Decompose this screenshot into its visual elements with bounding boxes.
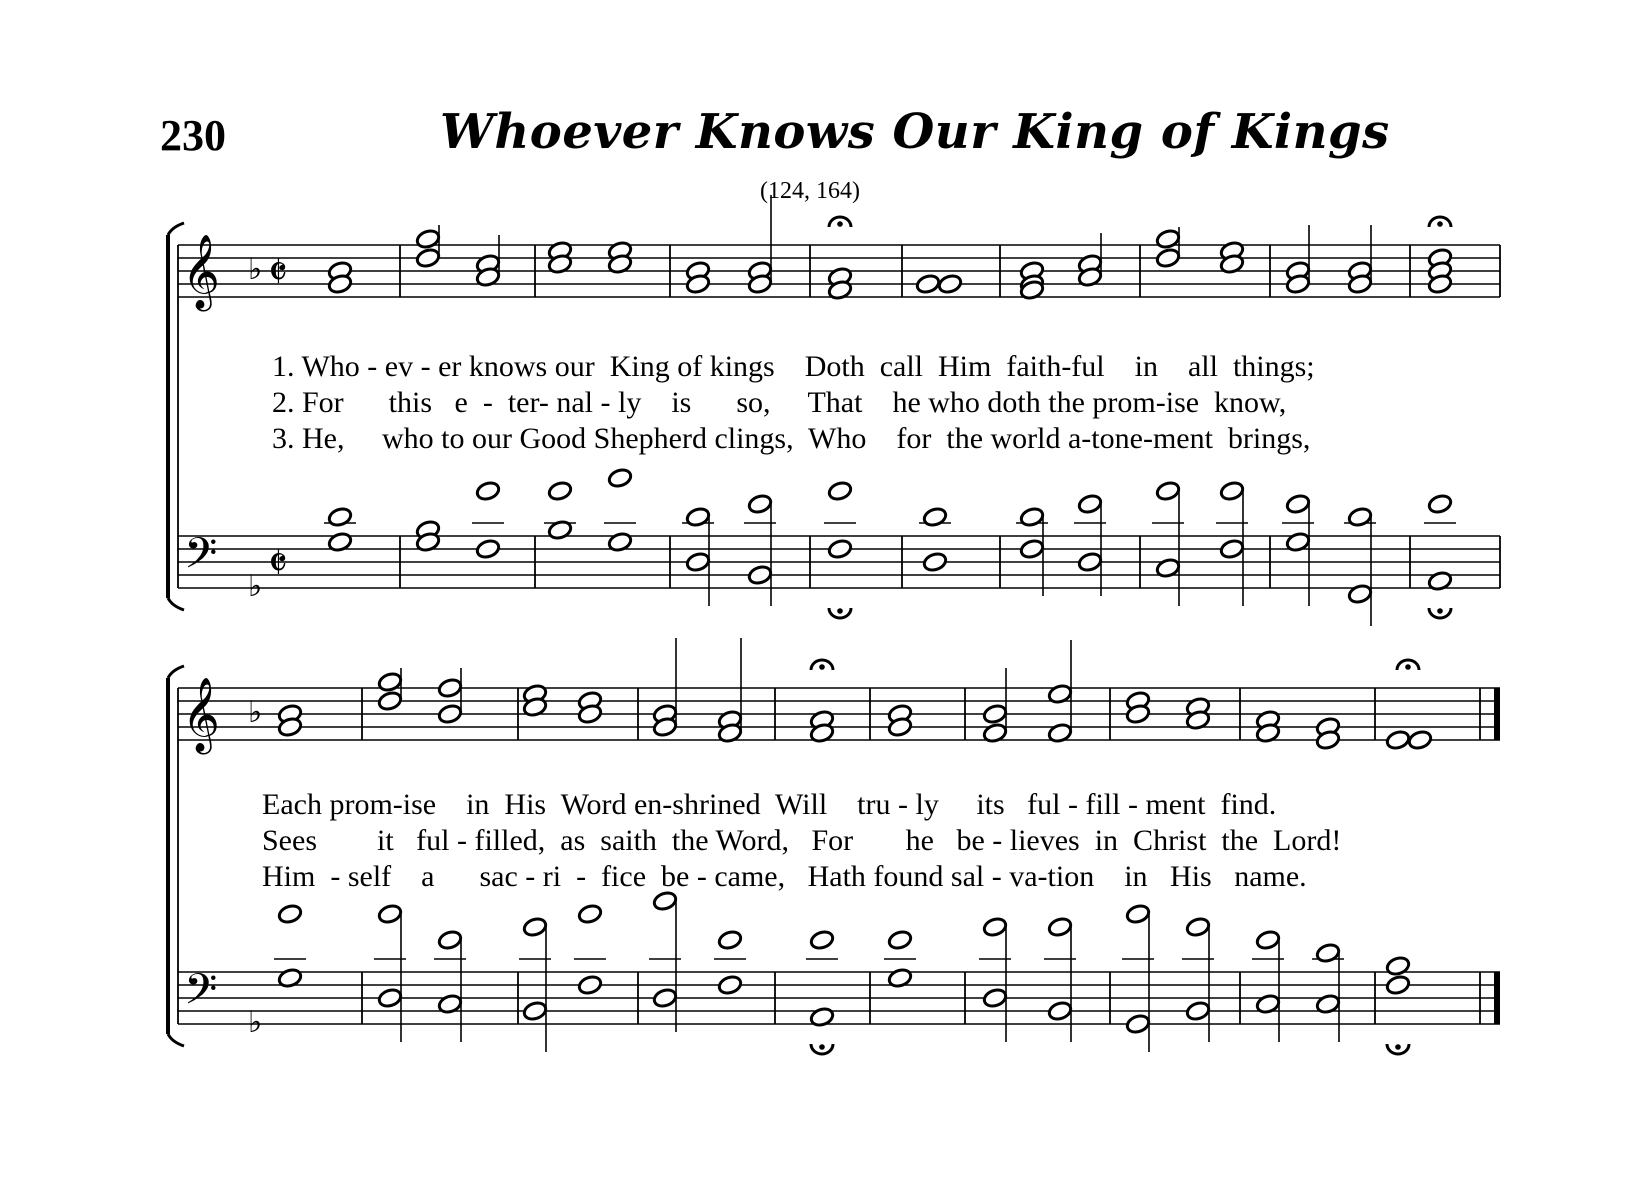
notehead: [1047, 1000, 1073, 1022]
notehead: [547, 480, 573, 502]
notehead: [717, 929, 743, 951]
notehead: [1155, 480, 1181, 502]
notehead: [827, 480, 853, 502]
fermata-dot: [819, 664, 825, 670]
key-flat: ♭: [248, 695, 263, 730]
notehead: [1125, 1013, 1151, 1035]
notehead: [475, 538, 501, 560]
notehead: [1255, 929, 1281, 951]
notehead: [922, 506, 948, 528]
notehead: [437, 929, 463, 951]
notehead: [437, 677, 463, 699]
notehead: [1125, 903, 1151, 925]
notehead: [1185, 1000, 1211, 1022]
bass-clef: 𝄢: [184, 529, 218, 589]
notehead: [1347, 583, 1373, 605]
notehead: [1077, 493, 1103, 515]
notehead: [1019, 538, 1045, 560]
notehead: [1315, 942, 1341, 964]
notehead: [522, 1000, 548, 1022]
notehead: [1155, 247, 1181, 269]
notehead: [1285, 493, 1311, 515]
fermata-dot: [1405, 664, 1411, 670]
time-signature: 𝄵: [268, 538, 288, 589]
notehead: [982, 987, 1008, 1009]
notehead: [1347, 506, 1373, 528]
notehead: [982, 916, 1008, 938]
key-flat: ♭: [248, 569, 263, 604]
hymn-title: Whoever Knows Our King of Kings: [440, 104, 1390, 160]
bracket-bottom-curl: [168, 1034, 184, 1046]
bracket-top-curl: [168, 666, 184, 678]
notehead: [809, 929, 835, 951]
notehead: [277, 903, 303, 925]
notehead: [1407, 729, 1433, 751]
notehead: [1427, 493, 1453, 515]
notehead: [1185, 916, 1211, 938]
fermata-dot: [1437, 608, 1443, 614]
notehead: [1219, 538, 1245, 560]
notehead: [1019, 506, 1045, 528]
notehead: [437, 703, 463, 725]
notehead: [1219, 480, 1245, 502]
key-flat: ♭: [248, 1005, 263, 1040]
lyric-verse-3-line-2: Him - self a sac - ri - fice be - came, Hath found sal - va-tion in His name.: [262, 860, 1307, 893]
treble-clef: 𝄞: [182, 678, 220, 752]
notehead: [415, 228, 441, 250]
notehead: [577, 903, 603, 925]
notehead: [915, 273, 941, 295]
notehead: [685, 551, 711, 573]
notehead: [652, 890, 678, 912]
key-flat: ♭: [248, 252, 263, 287]
fermata-dot: [837, 221, 843, 227]
notehead: [377, 690, 403, 712]
notehead: [685, 506, 711, 528]
notehead: [1077, 551, 1103, 573]
time-signature: 𝄵: [268, 247, 288, 298]
lyric-verse-3-line-1: 3. He, who to our Good Shepherd clings, Who for the world a-tone-ment brings,: [272, 422, 1311, 455]
notehead: [1385, 974, 1411, 996]
lyric-verse-1-line-1: 1. Who - ev - er knows our King of kings Doth call Him faith-ful in all things;: [272, 350, 1315, 383]
notehead: [1047, 916, 1073, 938]
bracket-top-curl: [168, 223, 184, 235]
notehead: [607, 467, 633, 489]
notehead: [1385, 729, 1411, 751]
notehead: [982, 703, 1008, 725]
notehead: [327, 506, 353, 528]
treble-clef: 𝄞: [182, 235, 220, 309]
lyric-verse-2-line-1: 2. For this e - ter- nal - ly is so, That he who doth the prom-ise know,: [272, 386, 1287, 419]
tune-reference: (124, 164): [760, 178, 860, 204]
final-barline: [1494, 688, 1500, 740]
notehead: [717, 974, 743, 996]
fermata-dot: [1437, 221, 1443, 227]
notehead: [937, 273, 963, 295]
notehead: [522, 916, 548, 938]
notehead: [1155, 228, 1181, 250]
fermata-dot: [1395, 1044, 1401, 1050]
notehead: [747, 564, 773, 586]
notehead: [415, 247, 441, 269]
bracket-bottom-curl: [168, 598, 184, 610]
notehead: [377, 671, 403, 693]
notehead: [475, 480, 501, 502]
final-barline: [1494, 972, 1500, 1024]
notehead: [827, 538, 853, 560]
lyric-verse-2-line-2: Sees it ful - filled, as saith the Word, For he be - lieves in Christ the Lord!: [262, 824, 1342, 857]
fermata-dot: [819, 1044, 825, 1050]
notehead: [887, 929, 913, 951]
notehead: [652, 987, 678, 1009]
notehead: [1385, 955, 1411, 977]
notehead: [747, 493, 773, 515]
lyric-verse-1-line-2: Each prom-ise in His Word en-shrined Will tru - ly its ful - fill - ment find.: [262, 788, 1277, 821]
notehead: [377, 903, 403, 925]
notehead: [922, 551, 948, 573]
bass-clef: 𝄢: [184, 965, 218, 1025]
notehead: [377, 987, 403, 1009]
fermata-dot: [837, 608, 843, 614]
hymn-number: 230: [160, 111, 226, 160]
notehead: [577, 974, 603, 996]
